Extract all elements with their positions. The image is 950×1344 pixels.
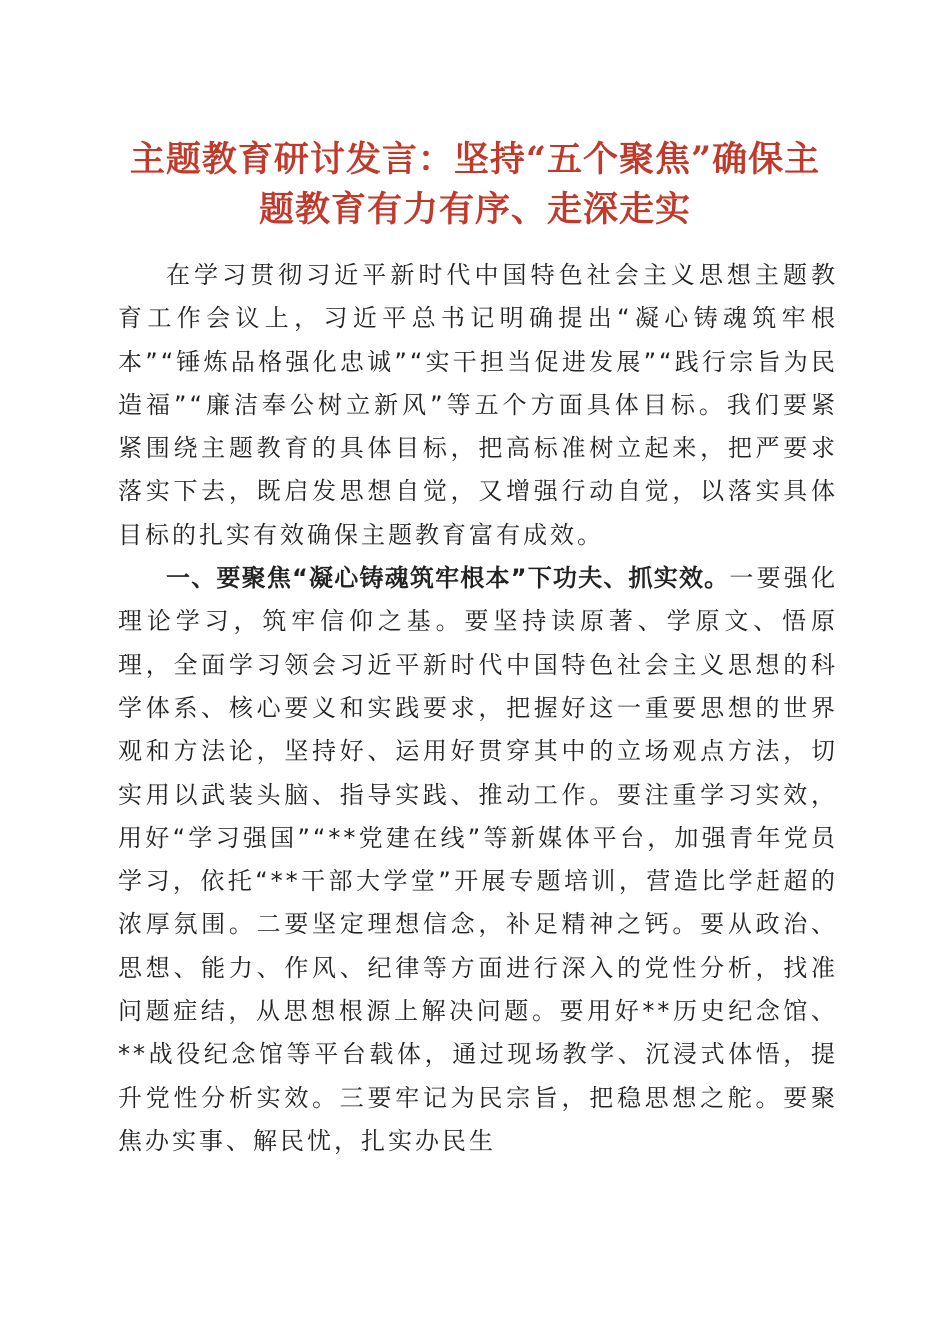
section-1-body: 一要强化理论学习，筑牢信仰之基。要坚持读原著、学原文、悟原理，全面学习领会习近平新时代中国特色社会主义思想的科学体系、核心要义和实践要求，把握好这一重要思想的世界观和方法论，坚持好、运用好贯穿其中的立场观点方法，切实用以武装头脑、指导实践、推动工作。要注重学习实效，用好“学习强国”“**党建在线”等新媒体平台，加强青年党员学习，依托“**干部大学堂”开展专题培训，营造比学赶超的浓厚氛围。二要坚定理想信念，补足精神之钙。要从政治、思想、能力、作风、纪律等方面进行深入的党性分析，找准问题症结，从思想根源上解决问题。要用好**历史纪念馆、**战役纪念馆等平台载体，通过现场教学、沉浸式体悟，提升党性分析实效。三要牢记为民宗旨，把稳思想之舵。要聚焦办实事、解民忧，扎实办民生 (118, 564, 839, 1155)
title-line-1: 主题教育研讨发言：坚持“五个聚焦”确保主 (129, 139, 821, 180)
title-line-2: 题教育有力有序、走深走实 (258, 189, 691, 230)
intro-paragraph: 在学习贯彻习近平新时代中国特色社会主义思想主题教育工作会议上，习近平总书记明确提出“凝心铸魂筑牢根本”“锤炼品格强化忠诚”“实干担当促进发展”“践行宗旨为民造福”“廉洁奉公树立新风”等五个方面具体目标。我们要紧紧围绕主题教育的具体目标，把高标准树立起来，把严要求落实下去，既启发思想自觉，又增强行动自觉，以落实具体目标的扎实有效确保主题教育富有成效。 (118, 261, 838, 549)
section-1-paragraph (118, 557, 838, 1163)
document-title (110, 135, 840, 235)
section-1-heading: 一、要聚焦“凝心铸魂筑牢根本”下功夫、抓实效。 (166, 564, 730, 593)
document-body (118, 254, 838, 1163)
